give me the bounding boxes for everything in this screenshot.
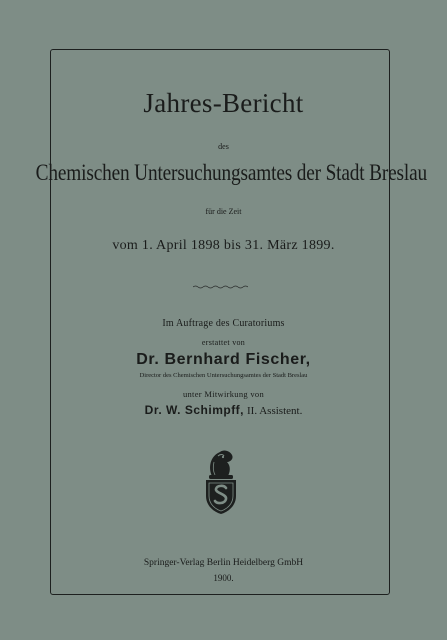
commission-line: Im Auftrage des Curatoriums bbox=[162, 318, 285, 329]
submitted-by: erstattet von bbox=[201, 338, 246, 347]
institution-name: Chemischen Untersuchungsamtes der Stadt Breslau bbox=[35, 160, 427, 185]
springer-knight-logo-icon bbox=[200, 446, 242, 516]
period-intro: für die Zeit bbox=[205, 207, 242, 216]
assistant-line bbox=[0, 403, 447, 418]
author-name: Dr. Bernhard Fischer, bbox=[136, 351, 311, 368]
ornamental-rule bbox=[193, 285, 248, 289]
title-connector: des bbox=[218, 142, 229, 151]
book-title: Jahres-Bericht bbox=[143, 88, 304, 118]
publication-year: 1900. bbox=[213, 573, 234, 583]
report-period: vom 1. April 1898 bis 31. März 1899. bbox=[112, 238, 335, 253]
assistant-role: II. Assistent. bbox=[247, 405, 303, 417]
author-role: Director des Chemischen Untersuchungsamtes der Stadt Breslau bbox=[139, 372, 308, 379]
assistant-name: Dr. W. Schimpff, bbox=[144, 403, 245, 417]
publisher: Springer-Verlag Berlin Heidelberg GmbH bbox=[143, 558, 304, 568]
collaboration-line: unter Mitwirkung von bbox=[182, 389, 265, 399]
